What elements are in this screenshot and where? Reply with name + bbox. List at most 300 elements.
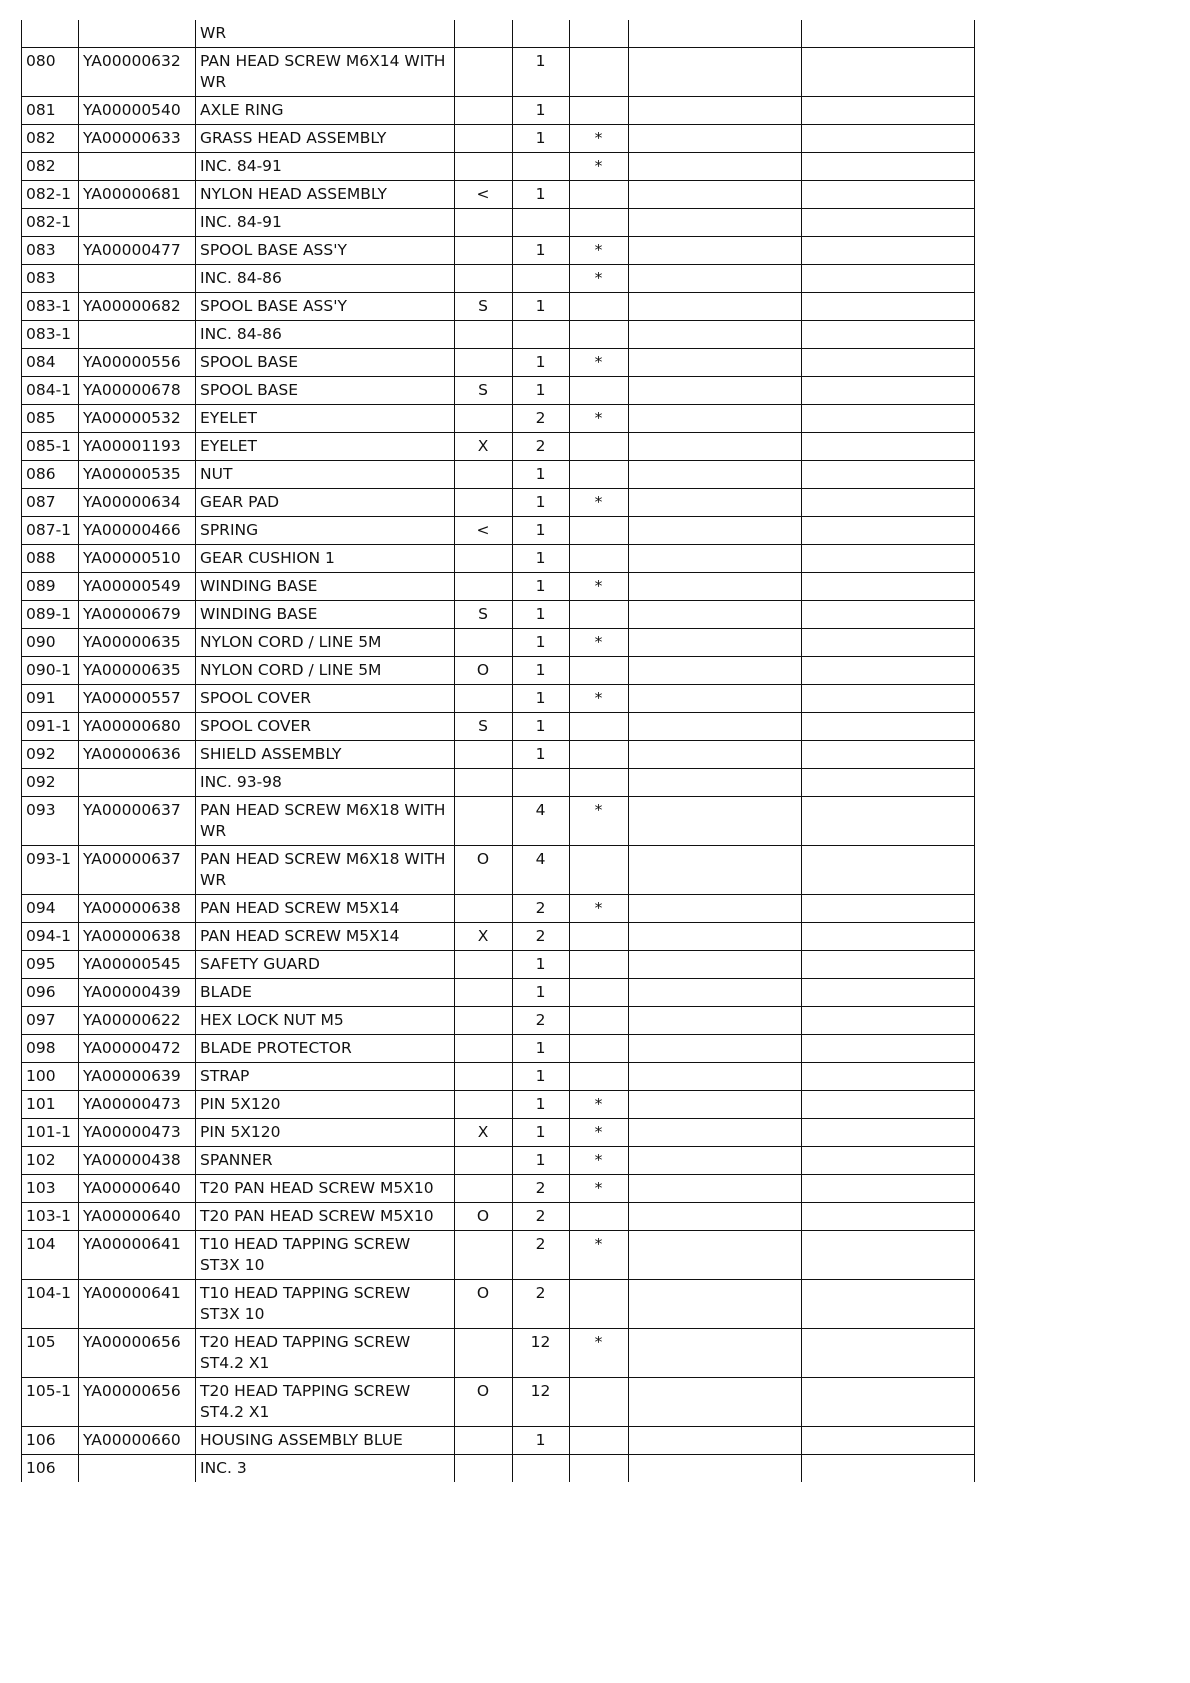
- table-row: [22, 1231, 975, 1280]
- cell-mark: [570, 1280, 629, 1329]
- table-row: [22, 741, 975, 769]
- table-row: [22, 349, 975, 377]
- cell-code: [455, 265, 513, 293]
- cell-item-number: 101-1: [22, 1119, 79, 1147]
- cell-quantity: 1: [513, 601, 570, 629]
- cell-extra-col-2: [802, 1280, 975, 1329]
- cell-quantity: 1: [513, 237, 570, 265]
- cell-extra-col-1: [629, 1455, 802, 1483]
- cell-mark: *: [570, 1231, 629, 1280]
- cell-mark: *: [570, 153, 629, 181]
- cell-description: BLADE PROTECTOR: [196, 1035, 455, 1063]
- cell-code: [455, 1455, 513, 1483]
- cell-quantity: 1: [513, 979, 570, 1007]
- cell-code: X: [455, 1119, 513, 1147]
- cell-part-number: YA00000638: [79, 923, 196, 951]
- cell-item-number: 089: [22, 573, 79, 601]
- table-row: [22, 1203, 975, 1231]
- cell-quantity: 12: [513, 1378, 570, 1427]
- cell-mark: [570, 1203, 629, 1231]
- table-row: [22, 265, 975, 293]
- cell-part-number: YA00000439: [79, 979, 196, 1007]
- table-row: [22, 433, 975, 461]
- cell-quantity: 1: [513, 573, 570, 601]
- cell-extra-col-1: [629, 97, 802, 125]
- cell-item-number: 103-1: [22, 1203, 79, 1231]
- cell-extra-col-2: [802, 979, 975, 1007]
- cell-extra-col-1: [629, 349, 802, 377]
- cell-item-number: 090-1: [22, 657, 79, 685]
- cell-mark: *: [570, 489, 629, 517]
- cell-extra-col-2: [802, 349, 975, 377]
- cell-item-number: 084: [22, 349, 79, 377]
- cell-mark: *: [570, 1091, 629, 1119]
- cell-extra-col-2: [802, 657, 975, 685]
- cell-description: PAN HEAD SCREW M5X14: [196, 895, 455, 923]
- cell-item-number: 087: [22, 489, 79, 517]
- cell-extra-col-1: [629, 20, 802, 48]
- table-row: [22, 405, 975, 433]
- cell-part-number: YA00000532: [79, 405, 196, 433]
- cell-mark: *: [570, 349, 629, 377]
- cell-extra-col-2: [802, 1378, 975, 1427]
- cell-part-number: YA00000656: [79, 1378, 196, 1427]
- cell-extra-col-1: [629, 209, 802, 237]
- table-row: [22, 20, 975, 48]
- cell-part-number: YA00001193: [79, 433, 196, 461]
- cell-extra-col-1: [629, 1427, 802, 1455]
- cell-item-number: 089-1: [22, 601, 79, 629]
- cell-code: [455, 1231, 513, 1280]
- cell-item-number: 091-1: [22, 713, 79, 741]
- cell-quantity: 1: [513, 97, 570, 125]
- cell-part-number: YA00000477: [79, 237, 196, 265]
- cell-description: T20 HEAD TAPPING SCREW ST4.2 X1: [196, 1378, 455, 1427]
- cell-item-number: 094: [22, 895, 79, 923]
- cell-mark: *: [570, 1119, 629, 1147]
- cell-extra-col-2: [802, 601, 975, 629]
- cell-extra-col-2: [802, 321, 975, 349]
- cell-extra-col-2: [802, 713, 975, 741]
- cell-quantity: 2: [513, 923, 570, 951]
- cell-item-number: 094-1: [22, 923, 79, 951]
- cell-extra-col-1: [629, 895, 802, 923]
- cell-description: INC. 84-86: [196, 265, 455, 293]
- cell-part-number: YA00000640: [79, 1175, 196, 1203]
- table-row: [22, 797, 975, 846]
- table-row: [22, 209, 975, 237]
- cell-mark: [570, 1427, 629, 1455]
- cell-description: PAN HEAD SCREW M5X14: [196, 923, 455, 951]
- cell-extra-col-2: [802, 1231, 975, 1280]
- cell-quantity: 2: [513, 1280, 570, 1329]
- cell-code: [455, 1175, 513, 1203]
- cell-description: PAN HEAD SCREW M6X18 WITH WR: [196, 797, 455, 846]
- cell-extra-col-1: [629, 769, 802, 797]
- cell-extra-col-1: [629, 1280, 802, 1329]
- cell-extra-col-1: [629, 657, 802, 685]
- cell-description: GRASS HEAD ASSEMBLY: [196, 125, 455, 153]
- cell-extra-col-1: [629, 377, 802, 405]
- cell-part-number: YA00000472: [79, 1035, 196, 1063]
- table-row: [22, 293, 975, 321]
- cell-code: X: [455, 923, 513, 951]
- cell-code: [455, 573, 513, 601]
- cell-mark: [570, 846, 629, 895]
- cell-extra-col-1: [629, 1147, 802, 1175]
- cell-quantity: 1: [513, 461, 570, 489]
- cell-extra-col-2: [802, 153, 975, 181]
- cell-mark: [570, 923, 629, 951]
- cell-part-number: YA00000549: [79, 573, 196, 601]
- cell-extra-col-1: [629, 517, 802, 545]
- cell-part-number: YA00000681: [79, 181, 196, 209]
- cell-part-number: YA00000678: [79, 377, 196, 405]
- cell-mark: [570, 20, 629, 48]
- cell-quantity: 1: [513, 1427, 570, 1455]
- cell-part-number: [79, 1455, 196, 1483]
- cell-code: [455, 489, 513, 517]
- cell-mark: *: [570, 685, 629, 713]
- cell-extra-col-1: [629, 979, 802, 1007]
- cell-code: O: [455, 1378, 513, 1427]
- cell-extra-col-2: [802, 1175, 975, 1203]
- table-row: [22, 181, 975, 209]
- table-row: [22, 48, 975, 97]
- cell-quantity: 1: [513, 1119, 570, 1147]
- cell-extra-col-2: [802, 573, 975, 601]
- cell-mark: *: [570, 573, 629, 601]
- cell-description: EYELET: [196, 433, 455, 461]
- cell-description: INC. 84-86: [196, 321, 455, 349]
- table-row: [22, 1119, 975, 1147]
- cell-extra-col-2: [802, 48, 975, 97]
- cell-description: BLADE: [196, 979, 455, 1007]
- table-row: [22, 923, 975, 951]
- cell-quantity: 1: [513, 1091, 570, 1119]
- cell-code: O: [455, 657, 513, 685]
- cell-part-number: YA00000556: [79, 349, 196, 377]
- cell-quantity: [513, 265, 570, 293]
- cell-mark: [570, 1035, 629, 1063]
- table-row: [22, 769, 975, 797]
- cell-code: [455, 237, 513, 265]
- table-row: [22, 713, 975, 741]
- cell-item-number: 080: [22, 48, 79, 97]
- cell-mark: [570, 1378, 629, 1427]
- cell-part-number: YA00000679: [79, 601, 196, 629]
- cell-extra-col-2: [802, 1035, 975, 1063]
- cell-quantity: 1: [513, 125, 570, 153]
- cell-extra-col-1: [629, 1063, 802, 1091]
- cell-part-number: [79, 20, 196, 48]
- cell-quantity: 1: [513, 545, 570, 573]
- table-row: [22, 657, 975, 685]
- cell-part-number: YA00000635: [79, 657, 196, 685]
- cell-code: O: [455, 1280, 513, 1329]
- cell-extra-col-1: [629, 1203, 802, 1231]
- table-row: [22, 1280, 975, 1329]
- cell-code: [455, 741, 513, 769]
- cell-extra-col-2: [802, 846, 975, 895]
- cell-quantity: 1: [513, 657, 570, 685]
- cell-quantity: [513, 769, 570, 797]
- table-row: [22, 846, 975, 895]
- table-row: [22, 489, 975, 517]
- cell-extra-col-1: [629, 153, 802, 181]
- cell-code: S: [455, 713, 513, 741]
- cell-quantity: 1: [513, 293, 570, 321]
- cell-description: PAN HEAD SCREW M6X18 WITH WR: [196, 846, 455, 895]
- cell-extra-col-1: [629, 461, 802, 489]
- table-row: [22, 1175, 975, 1203]
- cell-mark: [570, 1455, 629, 1483]
- cell-extra-col-2: [802, 209, 975, 237]
- cell-description: SAFETY GUARD: [196, 951, 455, 979]
- table-row: [22, 97, 975, 125]
- cell-item-number: 090: [22, 629, 79, 657]
- cell-description: T20 PAN HEAD SCREW M5X10: [196, 1175, 455, 1203]
- cell-item-number: 100: [22, 1063, 79, 1091]
- cell-extra-col-2: [802, 797, 975, 846]
- table-row: [22, 1378, 975, 1427]
- cell-quantity: 1: [513, 349, 570, 377]
- cell-quantity: 2: [513, 1203, 570, 1231]
- cell-extra-col-1: [629, 237, 802, 265]
- cell-item-number: 091: [22, 685, 79, 713]
- cell-mark: [570, 377, 629, 405]
- cell-item-number: 082-1: [22, 181, 79, 209]
- cell-extra-col-2: [802, 265, 975, 293]
- cell-quantity: 2: [513, 1231, 570, 1280]
- cell-extra-col-2: [802, 181, 975, 209]
- cell-description: SPOOL BASE: [196, 377, 455, 405]
- cell-extra-col-2: [802, 293, 975, 321]
- cell-code: [455, 349, 513, 377]
- cell-part-number: [79, 153, 196, 181]
- cell-extra-col-1: [629, 846, 802, 895]
- cell-part-number: YA00000636: [79, 741, 196, 769]
- cell-part-number: YA00000633: [79, 125, 196, 153]
- cell-code: [455, 97, 513, 125]
- cell-part-number: YA00000545: [79, 951, 196, 979]
- cell-code: [455, 1329, 513, 1378]
- cell-extra-col-1: [629, 489, 802, 517]
- cell-part-number: YA00000632: [79, 48, 196, 97]
- cell-code: [455, 1091, 513, 1119]
- cell-extra-col-2: [802, 1329, 975, 1378]
- cell-item-number: 086: [22, 461, 79, 489]
- cell-item-number: 095: [22, 951, 79, 979]
- table-row: [22, 153, 975, 181]
- table-row: [22, 1147, 975, 1175]
- cell-mark: *: [570, 1175, 629, 1203]
- cell-description: NYLON CORD / LINE 5M: [196, 657, 455, 685]
- cell-quantity: 1: [513, 48, 570, 97]
- cell-description: T10 HEAD TAPPING SCREW ST3X 10: [196, 1231, 455, 1280]
- cell-mark: [570, 741, 629, 769]
- table-row: [22, 377, 975, 405]
- table-row: [22, 951, 975, 979]
- cell-item-number: 082: [22, 153, 79, 181]
- cell-description: WINDING BASE: [196, 573, 455, 601]
- cell-code: [455, 629, 513, 657]
- cell-code: [455, 461, 513, 489]
- cell-item-number: 105: [22, 1329, 79, 1378]
- cell-quantity: 2: [513, 1007, 570, 1035]
- cell-part-number: YA00000473: [79, 1091, 196, 1119]
- cell-mark: *: [570, 629, 629, 657]
- cell-extra-col-1: [629, 629, 802, 657]
- cell-extra-col-2: [802, 545, 975, 573]
- table-row: [22, 1455, 975, 1483]
- cell-item-number: 093: [22, 797, 79, 846]
- cell-extra-col-2: [802, 377, 975, 405]
- cell-extra-col-2: [802, 923, 975, 951]
- cell-description: GEAR CUSHION 1: [196, 545, 455, 573]
- cell-item-number: [22, 20, 79, 48]
- cell-part-number: YA00000635: [79, 629, 196, 657]
- cell-code: [455, 545, 513, 573]
- cell-quantity: 1: [513, 489, 570, 517]
- cell-description: NYLON HEAD ASSEMBLY: [196, 181, 455, 209]
- cell-quantity: 1: [513, 1035, 570, 1063]
- cell-extra-col-2: [802, 1427, 975, 1455]
- table-row: [22, 545, 975, 573]
- table-row: [22, 573, 975, 601]
- cell-part-number: YA00000641: [79, 1231, 196, 1280]
- cell-item-number: 102: [22, 1147, 79, 1175]
- cell-part-number: YA00000438: [79, 1147, 196, 1175]
- cell-extra-col-2: [802, 405, 975, 433]
- cell-description: SHIELD ASSEMBLY: [196, 741, 455, 769]
- cell-quantity: [513, 20, 570, 48]
- cell-description: SPOOL BASE: [196, 349, 455, 377]
- cell-code: [455, 153, 513, 181]
- cell-extra-col-1: [629, 181, 802, 209]
- cell-part-number: [79, 209, 196, 237]
- table-row: [22, 1091, 975, 1119]
- table-row: [22, 1427, 975, 1455]
- cell-extra-col-2: [802, 895, 975, 923]
- cell-code: O: [455, 1203, 513, 1231]
- cell-item-number: 084-1: [22, 377, 79, 405]
- cell-code: [455, 1147, 513, 1175]
- cell-quantity: 4: [513, 797, 570, 846]
- cell-description: PIN 5X120: [196, 1119, 455, 1147]
- cell-description: GEAR PAD: [196, 489, 455, 517]
- cell-code: [455, 48, 513, 97]
- cell-item-number: 104: [22, 1231, 79, 1280]
- cell-part-number: [79, 321, 196, 349]
- cell-mark: [570, 517, 629, 545]
- cell-part-number: YA00000660: [79, 1427, 196, 1455]
- cell-description: SPRING: [196, 517, 455, 545]
- cell-item-number: 085: [22, 405, 79, 433]
- table-row: [22, 685, 975, 713]
- cell-extra-col-1: [629, 321, 802, 349]
- cell-part-number: YA00000638: [79, 895, 196, 923]
- cell-code: [455, 405, 513, 433]
- cell-part-number: [79, 265, 196, 293]
- table-row: [22, 629, 975, 657]
- table-row: [22, 601, 975, 629]
- cell-mark: [570, 48, 629, 97]
- cell-quantity: [513, 321, 570, 349]
- cell-code: [455, 951, 513, 979]
- cell-extra-col-1: [629, 923, 802, 951]
- cell-extra-col-1: [629, 713, 802, 741]
- cell-item-number: 098: [22, 1035, 79, 1063]
- cell-code: [455, 769, 513, 797]
- cell-extra-col-2: [802, 1007, 975, 1035]
- cell-part-number: YA00000639: [79, 1063, 196, 1091]
- cell-description: STRAP: [196, 1063, 455, 1091]
- cell-quantity: 1: [513, 377, 570, 405]
- cell-code: [455, 1063, 513, 1091]
- cell-code: [455, 1007, 513, 1035]
- cell-extra-col-1: [629, 405, 802, 433]
- table-row: [22, 1035, 975, 1063]
- cell-part-number: YA00000622: [79, 1007, 196, 1035]
- cell-part-number: YA00000637: [79, 797, 196, 846]
- cell-mark: [570, 769, 629, 797]
- cell-extra-col-2: [802, 1203, 975, 1231]
- cell-quantity: 2: [513, 1175, 570, 1203]
- cell-quantity: [513, 153, 570, 181]
- parts-table: [21, 20, 975, 1482]
- cell-mark: [570, 713, 629, 741]
- cell-extra-col-1: [629, 951, 802, 979]
- cell-extra-col-2: [802, 461, 975, 489]
- cell-mark: *: [570, 895, 629, 923]
- cell-extra-col-2: [802, 97, 975, 125]
- cell-description: SPANNER: [196, 1147, 455, 1175]
- cell-part-number: YA00000640: [79, 1203, 196, 1231]
- cell-item-number: 106: [22, 1455, 79, 1483]
- cell-extra-col-2: [802, 1063, 975, 1091]
- cell-extra-col-2: [802, 433, 975, 461]
- cell-quantity: 1: [513, 713, 570, 741]
- cell-part-number: YA00000557: [79, 685, 196, 713]
- cell-extra-col-2: [802, 125, 975, 153]
- cell-description: NYLON CORD / LINE 5M: [196, 629, 455, 657]
- cell-description: SPOOL BASE ASS'Y: [196, 237, 455, 265]
- cell-mark: [570, 951, 629, 979]
- cell-quantity: [513, 1455, 570, 1483]
- cell-quantity: 1: [513, 517, 570, 545]
- cell-mark: *: [570, 797, 629, 846]
- cell-quantity: 2: [513, 895, 570, 923]
- cell-extra-col-1: [629, 1378, 802, 1427]
- cell-code: [455, 1427, 513, 1455]
- cell-extra-col-1: [629, 1329, 802, 1378]
- cell-extra-col-1: [629, 265, 802, 293]
- cell-code: S: [455, 293, 513, 321]
- cell-item-number: 101: [22, 1091, 79, 1119]
- cell-mark: [570, 1063, 629, 1091]
- cell-extra-col-1: [629, 1175, 802, 1203]
- cell-extra-col-2: [802, 951, 975, 979]
- cell-mark: [570, 209, 629, 237]
- parts-list-sheet: [21, 20, 975, 1482]
- cell-quantity: 1: [513, 1147, 570, 1175]
- cell-extra-col-1: [629, 125, 802, 153]
- cell-item-number: 088: [22, 545, 79, 573]
- cell-extra-col-2: [802, 685, 975, 713]
- cell-item-number: 082: [22, 125, 79, 153]
- cell-part-number: YA00000510: [79, 545, 196, 573]
